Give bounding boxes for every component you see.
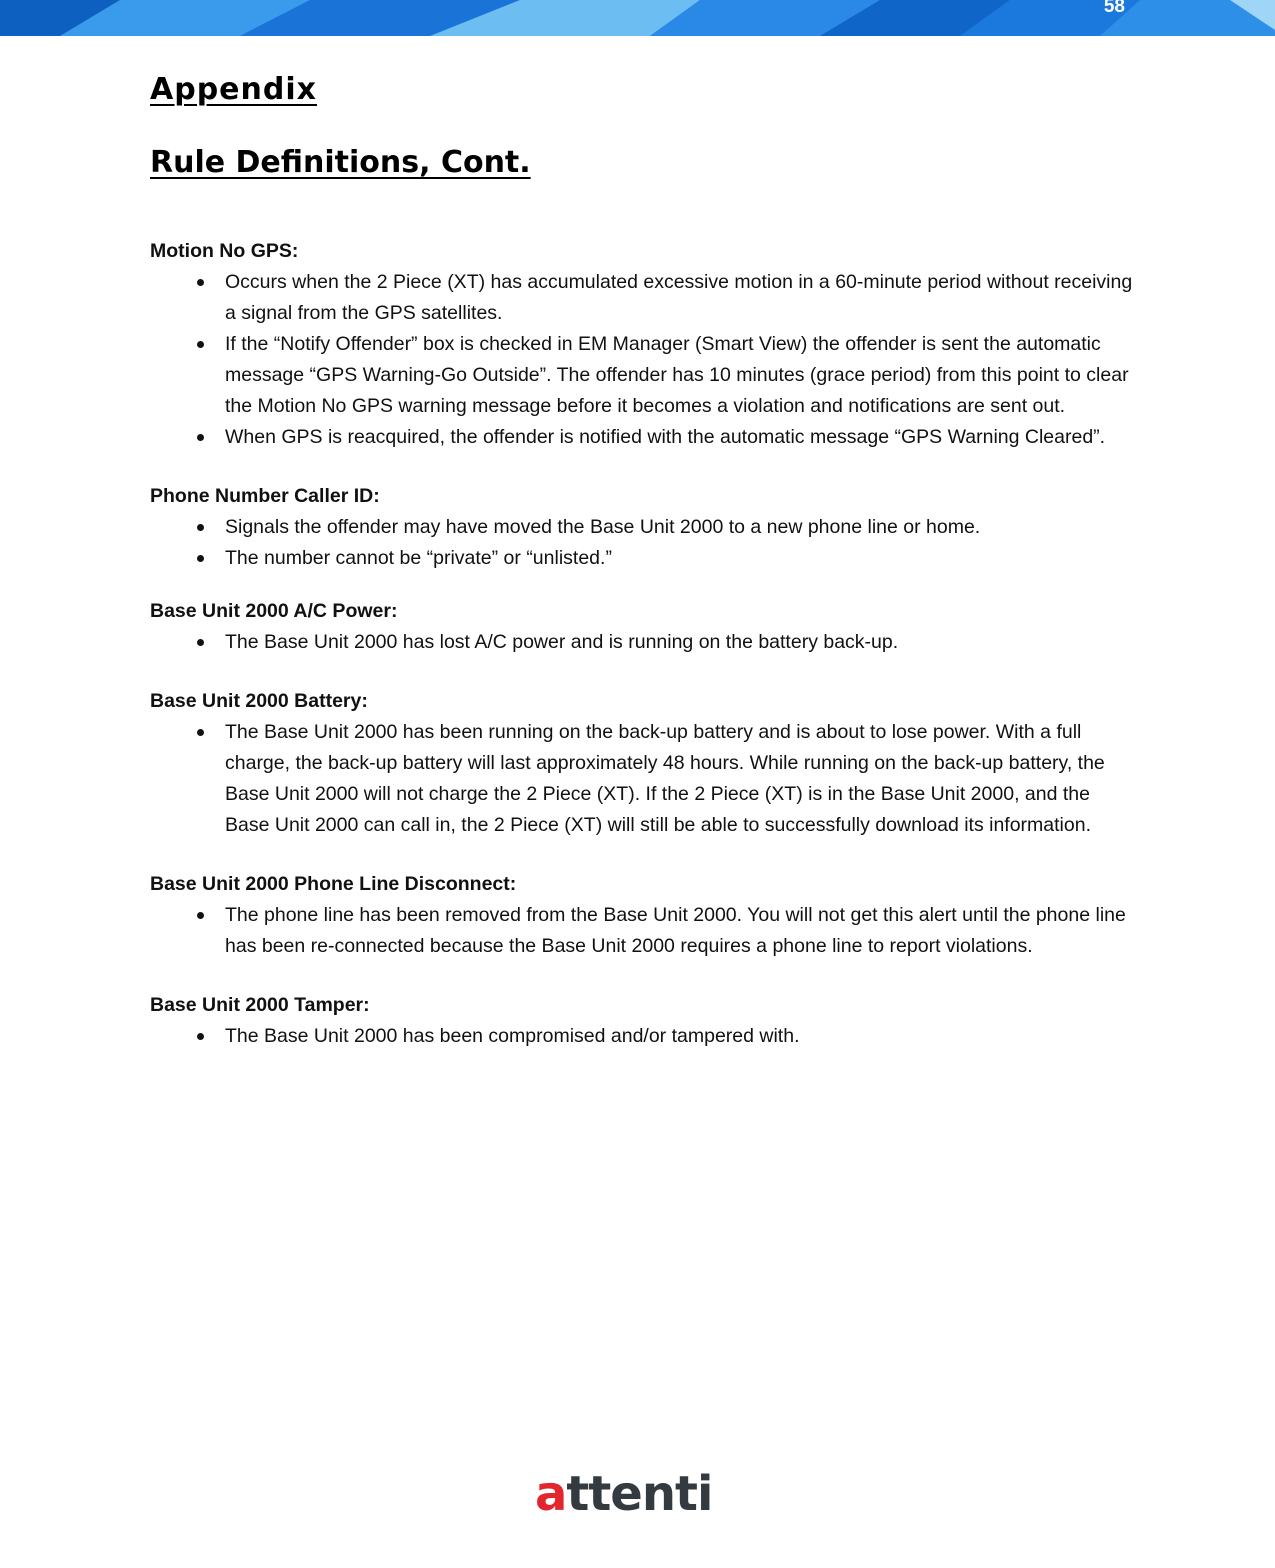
rule-phone-number-caller-id <box>150 481 1135 574</box>
rule-title: Phone Number Caller ID: <box>150 485 380 507</box>
rule-title: Base Unit 2000 Battery: <box>150 690 368 712</box>
header-banner <box>0 0 1275 36</box>
rule-title: Base Unit 2000 Tamper: <box>150 994 370 1016</box>
page-title: Appendix <box>150 72 317 107</box>
list-item: The Base Unit 2000 has been running on the back-up battery and is about to lose power. With a full charge, the back-up battery will last approximately 48 hours. While running on the back-up battery, the Base Unit 2000 will not charge the 2 Piece (XT). If the 2 Piece (XT) is in the Base Unit 2000, and the Base Unit 2000 can call in, the 2 Piece (XT) will still be able to successfully download its information. <box>225 717 1135 841</box>
bullet-list <box>150 512 1135 574</box>
rule-base-unit-phone-line-disconnect <box>150 869 1135 962</box>
list-item: The number cannot be “private” or “unlisted.” <box>225 543 1135 574</box>
list-item: Occurs when the 2 Piece (XT) has accumulated excessive motion in a 60-minute period without receiving a signal from the GPS satellites. <box>225 267 1135 329</box>
bullet-list <box>150 717 1135 841</box>
logo-text: ttenti <box>566 1466 713 1522</box>
attenti-logo <box>535 1466 712 1522</box>
rule-definitions <box>150 236 1135 1052</box>
bullet-list <box>150 267 1135 453</box>
section-heading: Rule Definitions, Cont. <box>150 145 531 180</box>
rule-base-unit-ac-power <box>150 596 1135 658</box>
rule-motion-no-gps <box>150 236 1135 453</box>
list-item: If the “Notify Offender” box is checked in EM Manager (Smart View) the offender is sent the automatic message “GPS Warning-Go Outside”. The offender has 10 minutes (grace period) from this point to clear the Motion No GPS warning message before it becomes a violation and notifications are sent out. <box>225 329 1135 422</box>
rule-title: Base Unit 2000 A/C Power: <box>150 600 398 622</box>
list-item: The Base Unit 2000 has been compromised and/or tampered with. <box>225 1021 1135 1052</box>
list-item: Signals the offender may have moved the Base Unit 2000 to a new phone line or home. <box>225 512 1135 543</box>
bullet-list <box>150 1021 1135 1052</box>
logo-letter-a: a <box>535 1466 567 1522</box>
page-number: 58 <box>1103 0 1125 17</box>
bullet-list <box>150 627 1135 658</box>
rule-title: Base Unit 2000 Phone Line Disconnect: <box>150 873 517 895</box>
rule-base-unit-tamper <box>150 990 1135 1052</box>
bullet-list <box>150 900 1135 962</box>
rule-base-unit-battery <box>150 686 1135 841</box>
list-item: The phone line has been removed from the Base Unit 2000. You will not get this alert until the phone line has been re-connected because the Base Unit 2000 requires a phone line to report violations. <box>225 900 1135 962</box>
list-item: The Base Unit 2000 has lost A/C power and is running on the battery back-up. <box>225 627 1135 658</box>
rule-title: Motion No GPS: <box>150 240 299 262</box>
list-item: When GPS is reacquired, the offender is notified with the automatic message “GPS Warning Cleared”. <box>225 422 1135 453</box>
